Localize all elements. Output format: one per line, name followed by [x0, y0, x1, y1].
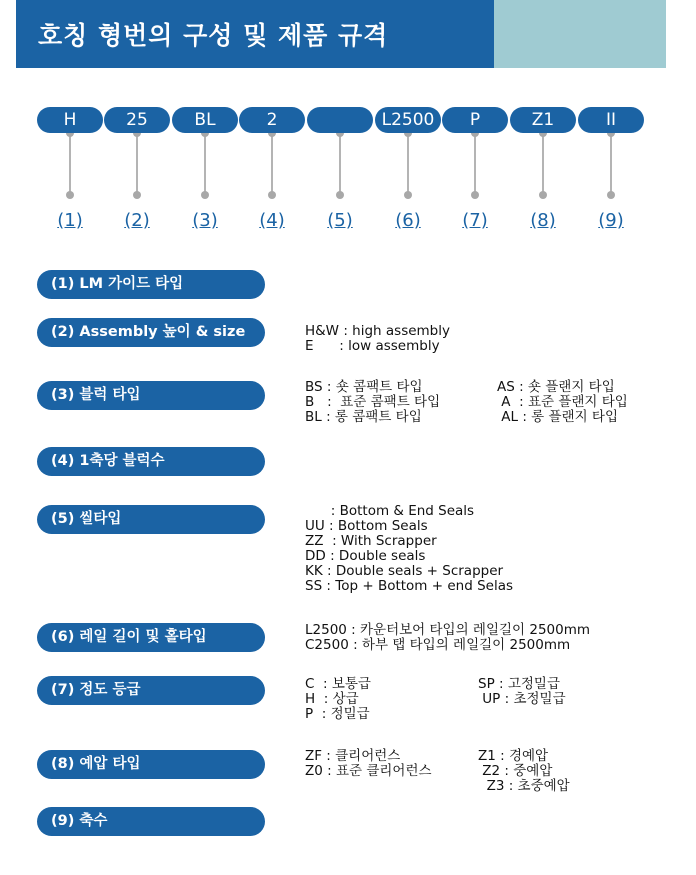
connector-dot: [539, 191, 547, 199]
code-column: [37, 107, 103, 247]
section-description-right: Z1 : 경예압 Z2 : 중예압 Z3 : 초중예압: [478, 748, 570, 794]
code-pill: 25: [104, 107, 170, 133]
section-label: (2) Assembly 높이 & size: [37, 318, 265, 347]
page-title: 호칭 형번의 구성 및 제품 규격: [38, 21, 389, 50]
connector-line: [271, 133, 273, 195]
code-number-link[interactable]: (1): [57, 210, 83, 231]
page-header: [16, 0, 666, 68]
connector-dot: [66, 191, 74, 199]
code-pill: P: [442, 107, 508, 133]
connector-line: [339, 133, 341, 195]
code-diagram: [0, 107, 696, 247]
code-pill: H: [37, 107, 103, 133]
code-pill: BL: [172, 107, 238, 133]
code-number-link[interactable]: (9): [598, 210, 624, 231]
connector-dot: [607, 191, 615, 199]
section-label: (9) 축수: [37, 807, 265, 836]
connector-dot: [268, 191, 276, 199]
connector-dot: [133, 191, 141, 199]
section-label: (1) LM 가이드 타입: [37, 270, 265, 299]
code-column: [510, 107, 576, 247]
section-label: (3) 블럭 타입: [37, 381, 265, 410]
connector-line: [474, 133, 476, 195]
code-number-link[interactable]: (2): [124, 210, 150, 231]
section-description: : Bottom & End Seals UU : Bottom Seals ZZ : With Scrapper DD : Double seals KK : Double seals + Scrapper SS : Top + Bottom + end Selas: [305, 503, 514, 594]
code-column: [172, 107, 238, 247]
code-column: [578, 107, 644, 247]
section-description-right: SP : 고정밀급 UP : 초정밀급: [478, 676, 566, 707]
section-description-right: AS : 숏 플랜지 타입 A : 표준 플랜지 타입 AL : 롱 플랜지 타입: [497, 379, 628, 425]
code-pill: Z1: [510, 107, 576, 133]
connector-line: [69, 133, 71, 195]
section-description: BS : 숏 콤팩트 타입 B : 표준 콤팩트 타입 BL : 롱 콤팩트 타입: [305, 379, 441, 425]
code-pill: L2500: [375, 107, 441, 133]
code-number-link[interactable]: (7): [462, 210, 488, 231]
connector-line: [407, 133, 409, 195]
code-pill: 2: [239, 107, 305, 133]
code-pill: [307, 107, 373, 133]
connector-dot: [336, 191, 344, 199]
header-accent-block: [494, 0, 666, 68]
connector-line: [610, 133, 612, 195]
section-label: (4) 1축당 블럭수: [37, 447, 265, 476]
section-label: (7) 정도 등급: [37, 676, 265, 705]
connector-line: [204, 133, 206, 195]
section-label: (8) 예압 타입: [37, 750, 265, 779]
code-number-link[interactable]: (6): [395, 210, 421, 231]
code-number-link[interactable]: (4): [259, 210, 285, 231]
connector-line: [542, 133, 544, 195]
section-description: H&W : high assembly E : low assembly: [305, 323, 450, 354]
code-column: [239, 107, 305, 247]
code-number-link[interactable]: (5): [327, 210, 353, 231]
section-label: (6) 레일 길이 및 홀타입: [37, 623, 265, 652]
code-column: [307, 107, 373, 247]
connector-dot: [201, 191, 209, 199]
connector-dot: [404, 191, 412, 199]
section-description: L2500 : 카운터보어 타입의 레일길이 2500mm C2500 : 하부 탭 타입의 레일길이 2500mm: [305, 622, 591, 653]
connector-line: [136, 133, 138, 195]
section-label: (5) 씰타입: [37, 505, 265, 534]
code-column: [104, 107, 170, 247]
section-description: ZF : 클리어런스 Z0 : 표준 클리어런스: [305, 748, 432, 779]
code-column: [442, 107, 508, 247]
code-number-link[interactable]: (3): [192, 210, 218, 231]
code-pill: II: [578, 107, 644, 133]
section-description: C : 보통급 H : 상급 P : 정밀급: [305, 676, 371, 722]
code-number-link[interactable]: (8): [530, 210, 556, 231]
connector-dot: [471, 191, 479, 199]
code-column: [375, 107, 441, 247]
